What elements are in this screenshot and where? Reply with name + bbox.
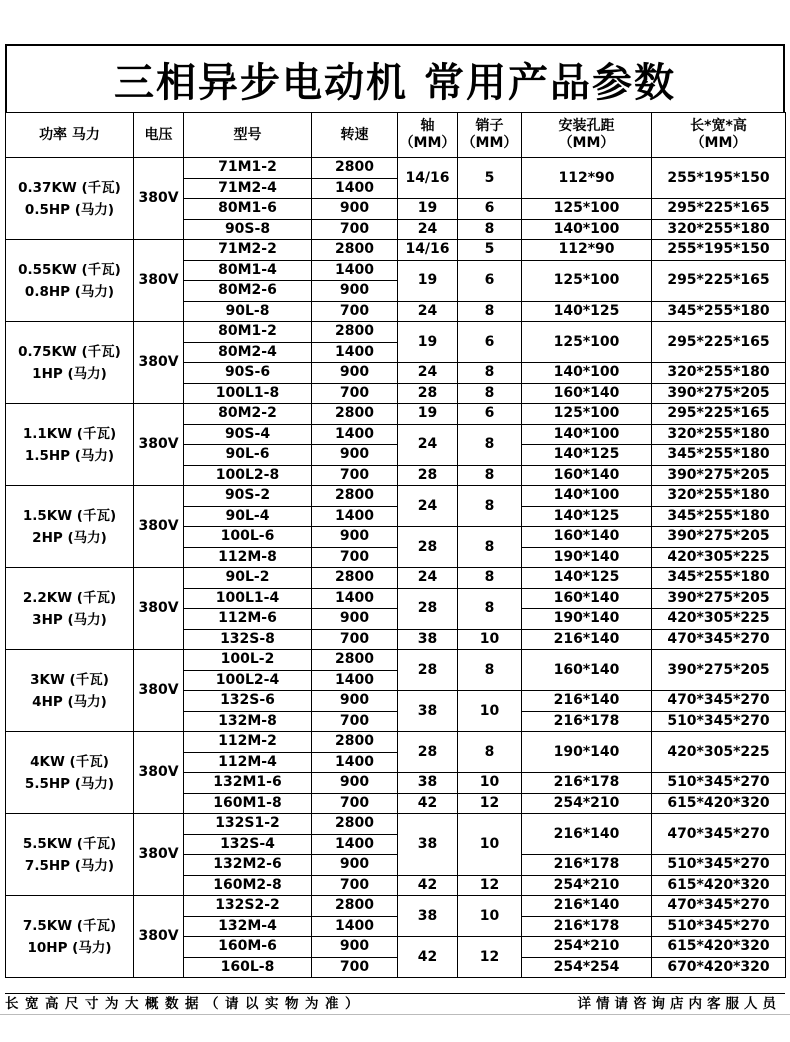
size-cell: 390*275*205 (652, 588, 786, 609)
divider (0, 1014, 790, 1015)
header-size-unit: （MM） (690, 135, 747, 151)
speed-cell: 900 (312, 445, 398, 466)
shaft-cell: 38 (398, 629, 458, 650)
speed-cell: 700 (312, 219, 398, 240)
table-row (6, 650, 786, 671)
table-row (6, 732, 786, 753)
model-cell: 80M1-2 (184, 322, 312, 343)
pin-cell: 8 (458, 568, 522, 589)
hole-cell: 112*90 (522, 240, 652, 261)
model-cell: 160M2-8 (184, 875, 312, 896)
shaft-cell: 14/16 (398, 158, 458, 199)
speed-cell: 700 (312, 875, 398, 896)
shaft-cell: 24 (398, 219, 458, 240)
model-cell: 80M1-4 (184, 260, 312, 281)
pin-cell: 8 (458, 465, 522, 486)
shaft-cell: 42 (398, 875, 458, 896)
pin-cell: 10 (458, 629, 522, 650)
power-kw: 2.2KW (千瓦) (22, 589, 117, 606)
pin-cell: 8 (458, 301, 522, 322)
hole-cell: 140*125 (522, 301, 652, 322)
header-pin-unit: （MM） (461, 135, 518, 151)
model-cell: 80M1-6 (184, 199, 312, 220)
size-cell: 470*345*270 (652, 896, 786, 917)
shaft-cell: 42 (398, 793, 458, 814)
speed-cell: 2800 (312, 158, 398, 179)
pin-cell: 8 (458, 486, 522, 527)
pin-cell: 8 (458, 650, 522, 691)
hole-cell: 216*178 (522, 711, 652, 732)
model-cell: 132S2-2 (184, 896, 312, 917)
model-cell: 132S1-2 (184, 814, 312, 835)
page-title: 三相异步电动机 常用产品参数 (5, 44, 785, 112)
hole-cell: 190*140 (522, 732, 652, 773)
model-cell: 71M1-2 (184, 158, 312, 179)
model-cell: 90L-4 (184, 506, 312, 527)
hole-cell: 254*210 (522, 937, 652, 958)
size-cell: 345*255*180 (652, 568, 786, 589)
power-kw: 4KW (千瓦) (30, 753, 109, 770)
model-cell: 100L1-4 (184, 588, 312, 609)
speed-cell: 900 (312, 527, 398, 548)
size-cell: 470*345*270 (652, 629, 786, 650)
hole-cell: 140*100 (522, 219, 652, 240)
speed-cell: 900 (312, 281, 398, 302)
power-hp: 0.8HP (马力) (24, 283, 115, 300)
header-speed: 转速 (312, 113, 398, 158)
voltage-cell: 380V (134, 486, 184, 568)
shaft-cell: 19 (398, 322, 458, 363)
speed-cell: 700 (312, 793, 398, 814)
pin-cell: 8 (458, 424, 522, 465)
hole-cell: 160*140 (522, 588, 652, 609)
speed-cell: 700 (312, 629, 398, 650)
header-shaft-label: 轴 (420, 118, 435, 134)
pin-cell: 6 (458, 404, 522, 425)
size-cell: 390*275*205 (652, 383, 786, 404)
header-size-label: 长*宽*高 (690, 118, 747, 134)
hole-cell: 254*210 (522, 875, 652, 896)
model-cell: 100L1-8 (184, 383, 312, 404)
pin-cell: 6 (458, 199, 522, 220)
model-cell: 71M2-4 (184, 178, 312, 199)
model-cell: 132M1-6 (184, 773, 312, 794)
size-cell: 255*195*150 (652, 158, 786, 199)
size-cell: 295*225*165 (652, 260, 786, 301)
speed-cell: 1400 (312, 834, 398, 855)
model-cell: 132S-4 (184, 834, 312, 855)
hole-cell: 125*100 (522, 199, 652, 220)
hole-cell: 160*140 (522, 383, 652, 404)
voltage-cell: 380V (134, 158, 184, 240)
voltage-cell: 380V (134, 322, 184, 404)
voltage-cell: 380V (134, 814, 184, 896)
shaft-cell: 24 (398, 424, 458, 465)
size-cell: 670*420*320 (652, 957, 786, 978)
header-model: 型号 (184, 113, 312, 158)
size-cell: 320*255*180 (652, 424, 786, 445)
model-cell: 160L-8 (184, 957, 312, 978)
speed-cell: 1400 (312, 178, 398, 199)
model-cell: 132S-8 (184, 629, 312, 650)
power-kw: 7.5KW (千瓦) (22, 917, 117, 934)
model-cell: 80M2-6 (184, 281, 312, 302)
shaft-cell: 24 (398, 363, 458, 384)
speed-cell: 900 (312, 199, 398, 220)
speed-cell: 700 (312, 383, 398, 404)
speed-cell: 900 (312, 773, 398, 794)
shaft-cell: 14/16 (398, 240, 458, 261)
size-cell: 615*420*320 (652, 793, 786, 814)
power-hp: 5.5HP (马力) (24, 775, 115, 792)
speed-cell: 1400 (312, 670, 398, 691)
parameter-table (5, 112, 786, 978)
power-kw: 1.5KW (千瓦) (22, 507, 117, 524)
table-row (6, 404, 786, 425)
model-cell: 90S-8 (184, 219, 312, 240)
speed-cell: 700 (312, 711, 398, 732)
size-cell: 390*275*205 (652, 465, 786, 486)
model-cell: 71M2-2 (184, 240, 312, 261)
pin-cell: 8 (458, 588, 522, 629)
size-cell: 390*275*205 (652, 527, 786, 548)
shaft-cell: 28 (398, 588, 458, 629)
power-hp: 1HP (马力) (32, 365, 107, 382)
model-cell: 112M-8 (184, 547, 312, 568)
power-cell (6, 322, 134, 404)
footer-disclaimer: 长宽高尺寸为大概数据（请以实物为准） (5, 996, 365, 1012)
model-cell: 132S-6 (184, 691, 312, 712)
speed-cell: 2800 (312, 814, 398, 835)
hole-cell: 140*100 (522, 486, 652, 507)
model-cell: 90S-2 (184, 486, 312, 507)
hole-cell: 140*125 (522, 445, 652, 466)
speed-cell: 900 (312, 691, 398, 712)
power-hp: 1.5HP (马力) (24, 447, 115, 464)
voltage-cell: 380V (134, 896, 184, 978)
hole-cell: 140*125 (522, 568, 652, 589)
header-pin-label: 销子 (475, 118, 504, 134)
shaft-cell: 28 (398, 465, 458, 486)
speed-cell: 1400 (312, 752, 398, 773)
pin-cell: 8 (458, 732, 522, 773)
voltage-cell: 380V (134, 240, 184, 322)
pin-cell: 6 (458, 322, 522, 363)
speed-cell: 2800 (312, 732, 398, 753)
size-cell: 510*345*270 (652, 916, 786, 937)
shaft-cell: 28 (398, 527, 458, 568)
model-cell: 112M-6 (184, 609, 312, 630)
shaft-cell: 38 (398, 773, 458, 794)
size-cell: 470*345*270 (652, 814, 786, 855)
hole-cell: 160*140 (522, 465, 652, 486)
pin-cell: 5 (458, 158, 522, 199)
size-cell: 420*305*225 (652, 609, 786, 630)
power-kw: 5.5KW (千瓦) (22, 835, 117, 852)
speed-cell: 900 (312, 363, 398, 384)
speed-cell: 1400 (312, 342, 398, 363)
power-hp: 10HP (马力) (27, 939, 112, 956)
power-hp: 7.5HP (马力) (24, 857, 115, 874)
shaft-cell: 38 (398, 896, 458, 937)
power-cell (6, 486, 134, 568)
size-cell: 295*225*165 (652, 199, 786, 220)
model-cell: 160M-6 (184, 937, 312, 958)
hole-cell: 216*140 (522, 814, 652, 855)
speed-cell: 2800 (312, 486, 398, 507)
model-cell: 80M2-2 (184, 404, 312, 425)
hole-cell: 254*254 (522, 957, 652, 978)
shaft-cell: 28 (398, 650, 458, 691)
power-kw: 0.55KW (千瓦) (18, 261, 121, 278)
speed-cell: 2800 (312, 322, 398, 343)
power-cell (6, 732, 134, 814)
header-hole-label: 安装孔距 (558, 118, 615, 134)
voltage-cell: 380V (134, 404, 184, 486)
hole-cell: 125*100 (522, 322, 652, 363)
size-cell: 320*255*180 (652, 363, 786, 384)
hole-cell: 140*125 (522, 506, 652, 527)
table-row (6, 486, 786, 507)
pin-cell: 12 (458, 875, 522, 896)
shaft-cell: 24 (398, 568, 458, 589)
shaft-cell: 28 (398, 732, 458, 773)
power-cell (6, 158, 134, 240)
hole-cell: 216*178 (522, 916, 652, 937)
size-cell: 510*345*270 (652, 711, 786, 732)
hole-cell: 190*140 (522, 609, 652, 630)
table-row (6, 158, 786, 179)
table-row (6, 568, 786, 589)
pin-cell: 8 (458, 527, 522, 568)
table-row (6, 896, 786, 917)
size-cell: 390*275*205 (652, 650, 786, 691)
footer-contact: 详情请咨询店内客服人员 (577, 996, 781, 1012)
spec-sheet (5, 44, 785, 978)
table-body (6, 158, 786, 978)
size-cell: 295*225*165 (652, 404, 786, 425)
model-cell: 112M-2 (184, 732, 312, 753)
pin-cell: 10 (458, 896, 522, 937)
model-cell: 100L-2 (184, 650, 312, 671)
power-kw: 0.75KW (千瓦) (18, 343, 121, 360)
power-hp: 0.5HP (马力) (24, 201, 115, 218)
header-pin (458, 113, 522, 158)
pin-cell: 5 (458, 240, 522, 261)
hole-cell: 216*178 (522, 855, 652, 876)
size-cell: 510*345*270 (652, 855, 786, 876)
size-cell: 510*345*270 (652, 773, 786, 794)
voltage-cell: 380V (134, 650, 184, 732)
hole-cell: 216*140 (522, 896, 652, 917)
speed-cell: 900 (312, 855, 398, 876)
model-cell: 90L-2 (184, 568, 312, 589)
model-cell: 90S-6 (184, 363, 312, 384)
shaft-cell: 19 (398, 404, 458, 425)
size-cell: 420*305*225 (652, 732, 786, 773)
shaft-cell: 24 (398, 301, 458, 322)
shaft-cell: 38 (398, 691, 458, 732)
speed-cell: 2800 (312, 240, 398, 261)
shaft-cell: 28 (398, 383, 458, 404)
power-kw: 1.1KW (千瓦) (22, 425, 117, 442)
model-cell: 90L-8 (184, 301, 312, 322)
pin-cell: 8 (458, 383, 522, 404)
speed-cell: 900 (312, 937, 398, 958)
speed-cell: 2800 (312, 404, 398, 425)
size-cell: 615*420*320 (652, 937, 786, 958)
speed-cell: 700 (312, 301, 398, 322)
header-shaft (398, 113, 458, 158)
hole-cell: 125*100 (522, 260, 652, 301)
pin-cell: 12 (458, 793, 522, 814)
header-shaft-unit: （MM） (399, 135, 456, 151)
shaft-cell: 24 (398, 486, 458, 527)
speed-cell: 2800 (312, 896, 398, 917)
speed-cell: 900 (312, 609, 398, 630)
pin-cell: 6 (458, 260, 522, 301)
hole-cell: 216*140 (522, 629, 652, 650)
speed-cell: 1400 (312, 260, 398, 281)
size-cell: 615*420*320 (652, 875, 786, 896)
size-cell: 470*345*270 (652, 691, 786, 712)
power-kw: 3KW (千瓦) (30, 671, 109, 688)
pin-cell: 8 (458, 219, 522, 240)
model-cell: 132M-4 (184, 916, 312, 937)
model-cell: 90S-4 (184, 424, 312, 445)
model-cell: 80M2-4 (184, 342, 312, 363)
power-cell (6, 896, 134, 978)
shaft-cell: 42 (398, 937, 458, 978)
pin-cell: 10 (458, 773, 522, 794)
power-kw: 0.37KW (千瓦) (18, 179, 121, 196)
hole-cell: 254*210 (522, 793, 652, 814)
power-cell (6, 650, 134, 732)
power-cell (6, 568, 134, 650)
power-cell (6, 814, 134, 896)
model-cell: 100L-6 (184, 527, 312, 548)
power-hp: 4HP (马力) (32, 693, 107, 710)
speed-cell: 2800 (312, 568, 398, 589)
speed-cell: 2800 (312, 650, 398, 671)
speed-cell: 700 (312, 547, 398, 568)
model-cell: 112M-4 (184, 752, 312, 773)
speed-cell: 1400 (312, 506, 398, 527)
pin-cell: 12 (458, 937, 522, 978)
model-cell: 132M2-6 (184, 855, 312, 876)
model-cell: 100L2-8 (184, 465, 312, 486)
hole-cell: 112*90 (522, 158, 652, 199)
shaft-cell: 19 (398, 199, 458, 220)
voltage-cell: 380V (134, 732, 184, 814)
hole-cell: 216*178 (522, 773, 652, 794)
header-hole-unit: （MM） (558, 135, 615, 151)
power-hp: 3HP (马力) (32, 611, 107, 628)
hole-cell: 140*100 (522, 424, 652, 445)
power-hp: 2HP (马力) (32, 529, 107, 546)
model-cell: 90L-6 (184, 445, 312, 466)
pin-cell: 8 (458, 363, 522, 384)
header-hole (522, 113, 652, 158)
speed-cell: 1400 (312, 916, 398, 937)
size-cell: 345*255*180 (652, 445, 786, 466)
header-voltage: 电压 (134, 113, 184, 158)
header-size (652, 113, 786, 158)
hole-cell: 190*140 (522, 547, 652, 568)
speed-cell: 700 (312, 465, 398, 486)
shaft-cell: 38 (398, 814, 458, 876)
size-cell: 320*255*180 (652, 219, 786, 240)
speed-cell: 700 (312, 957, 398, 978)
power-cell (6, 240, 134, 322)
header-power: 功率 马力 (6, 113, 134, 158)
speed-cell: 1400 (312, 588, 398, 609)
size-cell: 345*255*180 (652, 506, 786, 527)
model-cell: 132M-8 (184, 711, 312, 732)
voltage-cell: 380V (134, 568, 184, 650)
hole-cell: 160*140 (522, 650, 652, 691)
size-cell: 345*255*180 (652, 301, 786, 322)
shaft-cell: 19 (398, 260, 458, 301)
model-cell: 100L2-4 (184, 670, 312, 691)
pin-cell: 10 (458, 814, 522, 876)
hole-cell: 140*100 (522, 363, 652, 384)
size-cell: 420*305*225 (652, 547, 786, 568)
size-cell: 320*255*180 (652, 486, 786, 507)
hole-cell: 160*140 (522, 527, 652, 548)
table-row (6, 322, 786, 343)
size-cell: 255*195*150 (652, 240, 786, 261)
footer-note (5, 993, 785, 1014)
header-row (6, 113, 786, 158)
table-row (6, 814, 786, 835)
pin-cell: 10 (458, 691, 522, 732)
model-cell: 160M1-8 (184, 793, 312, 814)
power-cell (6, 404, 134, 486)
size-cell: 295*225*165 (652, 322, 786, 363)
hole-cell: 125*100 (522, 404, 652, 425)
speed-cell: 1400 (312, 424, 398, 445)
hole-cell: 216*140 (522, 691, 652, 712)
table-row (6, 240, 786, 261)
